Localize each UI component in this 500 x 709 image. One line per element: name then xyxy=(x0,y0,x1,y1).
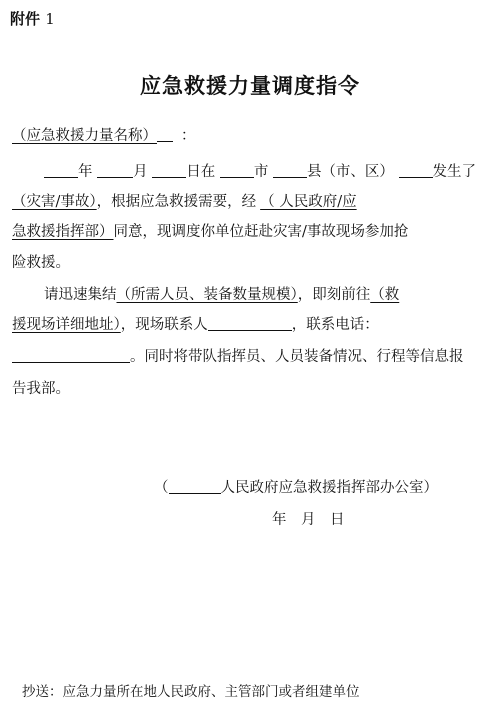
disaster-placeholder: （灾害/事故） xyxy=(12,194,97,210)
contact-label: ，现场联系人 xyxy=(120,317,208,333)
phone-blank xyxy=(12,348,130,364)
hq-placeholder-1: （ 人民政府/应 xyxy=(260,194,357,210)
document-title: 应急救援力量调度指令 xyxy=(140,74,360,98)
site-line xyxy=(12,313,379,334)
hq-placeholder-2: 急救援指挥部） xyxy=(12,224,114,240)
p2-mid: ，即刻前往 xyxy=(297,287,371,303)
occur-text: 发生了 xyxy=(432,164,477,180)
text2: 同意，现调度你单位赶赴灾害/事故现场参加抢 xyxy=(113,224,409,240)
text3: 险救援。 xyxy=(12,255,70,271)
site-placeholder-2: 援现场详细地址） xyxy=(12,317,121,333)
personnel-placeholder: （所需人员、装备数量规模） xyxy=(116,287,298,303)
recipient-placeholder: （应急救援力量名称） xyxy=(12,128,157,144)
signature-office-text: 人民政府应急救援指挥部办公室） xyxy=(220,480,438,496)
month-text: 月 xyxy=(133,164,148,180)
hq-line xyxy=(12,220,408,241)
day-at-text: 日在 xyxy=(186,164,216,180)
county-blank xyxy=(399,163,433,179)
day-blank xyxy=(152,163,186,179)
attachment-number: 1 xyxy=(45,10,55,28)
phone-line xyxy=(12,345,464,366)
recipient-blank xyxy=(157,127,173,143)
signature-office xyxy=(154,476,438,497)
place-blank xyxy=(220,163,254,179)
date-location-line xyxy=(44,160,476,181)
year-text: 年 xyxy=(78,164,93,180)
site-placeholder-1: （救 xyxy=(370,287,400,303)
p2-last: 告我部。 xyxy=(12,381,70,397)
report-line xyxy=(12,377,70,398)
county-text: 县（市、区） xyxy=(306,164,394,180)
recipient-colon: ： xyxy=(181,128,196,144)
recipient-line xyxy=(12,124,196,145)
city-text: 市 xyxy=(253,164,269,180)
signature-open: （ xyxy=(154,480,169,496)
assemble-line xyxy=(44,283,399,304)
text1: ，根据应急救援需要，经 xyxy=(96,194,257,210)
signature-blank xyxy=(169,479,221,495)
attachment-text: 附件 xyxy=(10,10,41,28)
p2-end: 。同时将带队指挥员、人员装备情况、行程等信息报 xyxy=(130,349,464,365)
city-blank xyxy=(273,163,307,179)
signature-date: 年 月 日 xyxy=(272,512,345,528)
cc-line: 抄送：应急力量所在地人民政府、主管部门或者组建单位 xyxy=(22,684,360,700)
rescue-line xyxy=(12,251,70,272)
month-blank xyxy=(97,163,133,179)
attachment-label xyxy=(10,8,55,29)
disaster-line xyxy=(12,190,357,211)
p2-start: 请迅速集结 xyxy=(44,287,117,303)
contact-blank xyxy=(208,316,292,332)
phone-label: ，联系电话： xyxy=(291,317,379,333)
year-blank xyxy=(44,163,78,179)
